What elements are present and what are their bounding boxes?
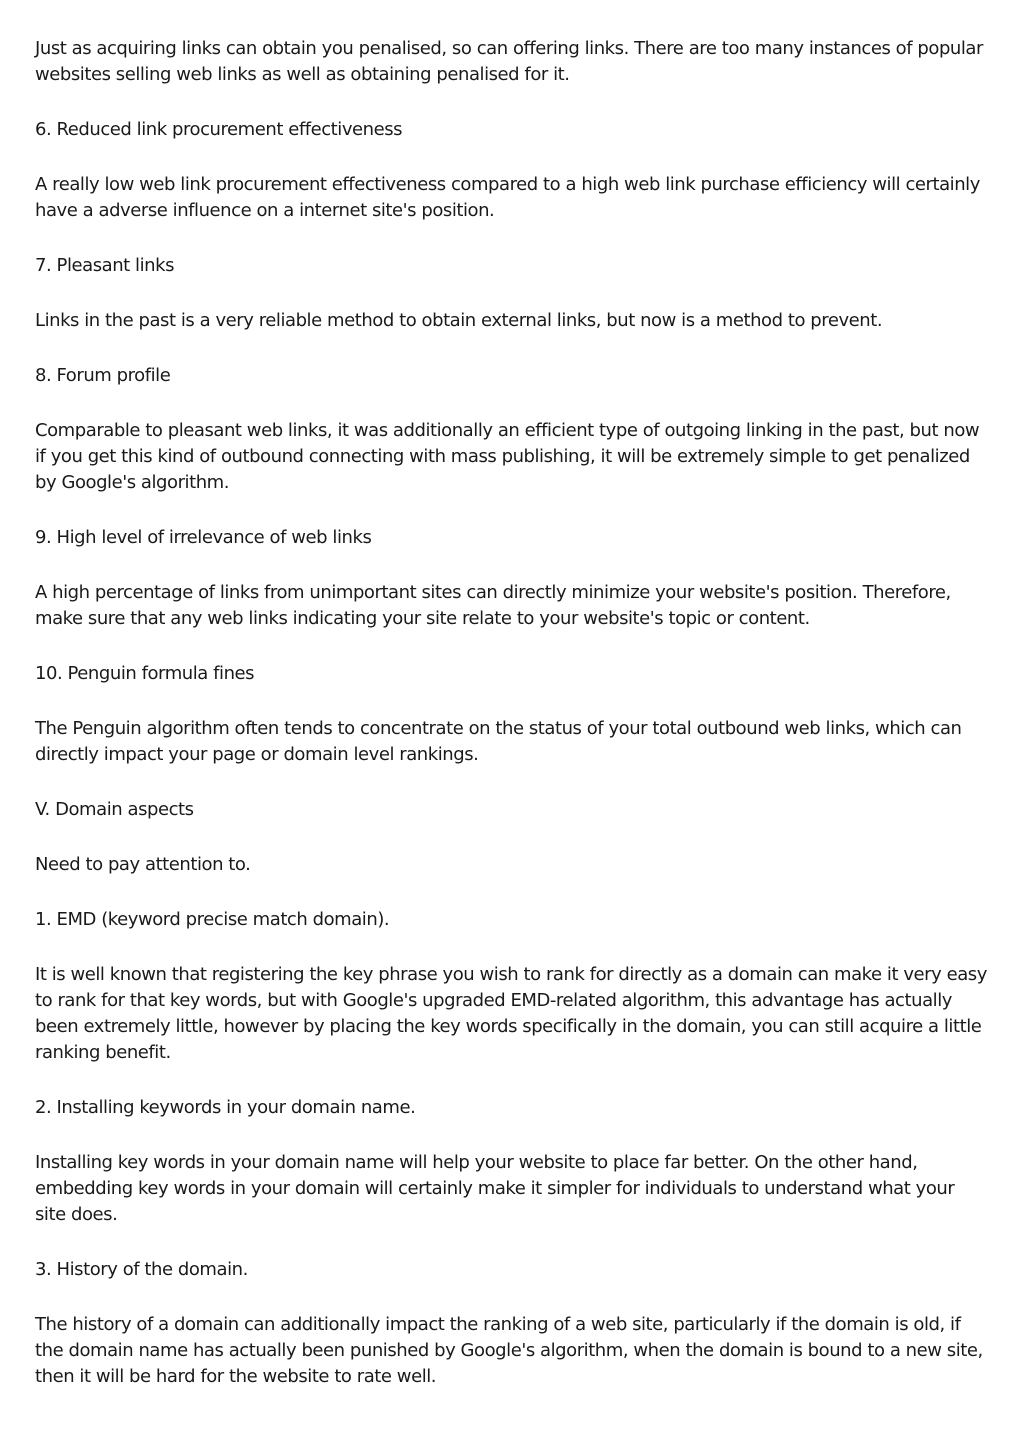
section-heading: 7. Pleasant links: [35, 255, 175, 276]
body-paragraph: Need to pay attention to.: [35, 854, 251, 875]
body-paragraph: It is well known that registering the key phrase you wish to rank for directly as a domain can make it very easy to rank for that key words, but with Google's upgraded EMD-related algorithm, this advantage has actually been extremely little, however by placing the key words specifically in the domain, you can still acquire a little ranking benefit.: [35, 964, 987, 1063]
section-heading: 2. Installing keywords in your domain name.: [35, 1097, 416, 1118]
section-heading: 1. EMD (keyword precise match domain).: [35, 909, 390, 930]
body-paragraph: The history of a domain can additionally impact the ranking of a web site, particularly if the domain is old, if the domain name has actually been punished by Google's algorithm, when the domain is bound to a new site, then it will be hard for the website to rate well.: [35, 1314, 983, 1387]
section-heading: 9. High level of irrelevance of web links: [35, 527, 372, 548]
body-paragraph: A high percentage of links from unimportant sites can directly minimize your website's position. Therefore, make sure that any web links indicating your site relate to your website's topic or content.: [35, 582, 951, 629]
section-heading: 3. History of the domain.: [35, 1259, 248, 1280]
body-paragraph: A really low web link procurement effectiveness compared to a high web link purchase efficiency will certainly have a adverse influence on a internet site's position.: [35, 174, 980, 221]
body-paragraph: The Penguin algorithm often tends to concentrate on the status of your total outbound web links, which can directly impact your page or domain level rankings.: [35, 718, 962, 765]
section-heading: 6. Reduced link procurement effectiveness: [35, 119, 403, 140]
body-paragraph: Just as acquiring links can obtain you penalised, so can offering links. There are too many instances of popular websites selling web links as well as obtaining penalised for it.: [35, 38, 983, 85]
body-paragraph: Comparable to pleasant web links, it was additionally an efficient type of outgoing linking in the past, but now if you get this kind of outbound connecting with mass publishing, it will be extremely simple to get penalized by Google's algorithm.: [35, 420, 980, 493]
section-heading: V. Domain aspects: [35, 799, 194, 820]
body-paragraph: Installing key words in your domain name will help your website to place far better. On the other hand, embedding key words in your domain will certainly make it simpler for individuals to understand what your site does.: [35, 1152, 955, 1225]
body-paragraph: Links in the past is a very reliable method to obtain external links, but now is a method to prevent.: [35, 310, 883, 331]
section-heading: 10. Penguin formula fines: [35, 663, 255, 684]
section-heading: 8. Forum profile: [35, 365, 171, 386]
